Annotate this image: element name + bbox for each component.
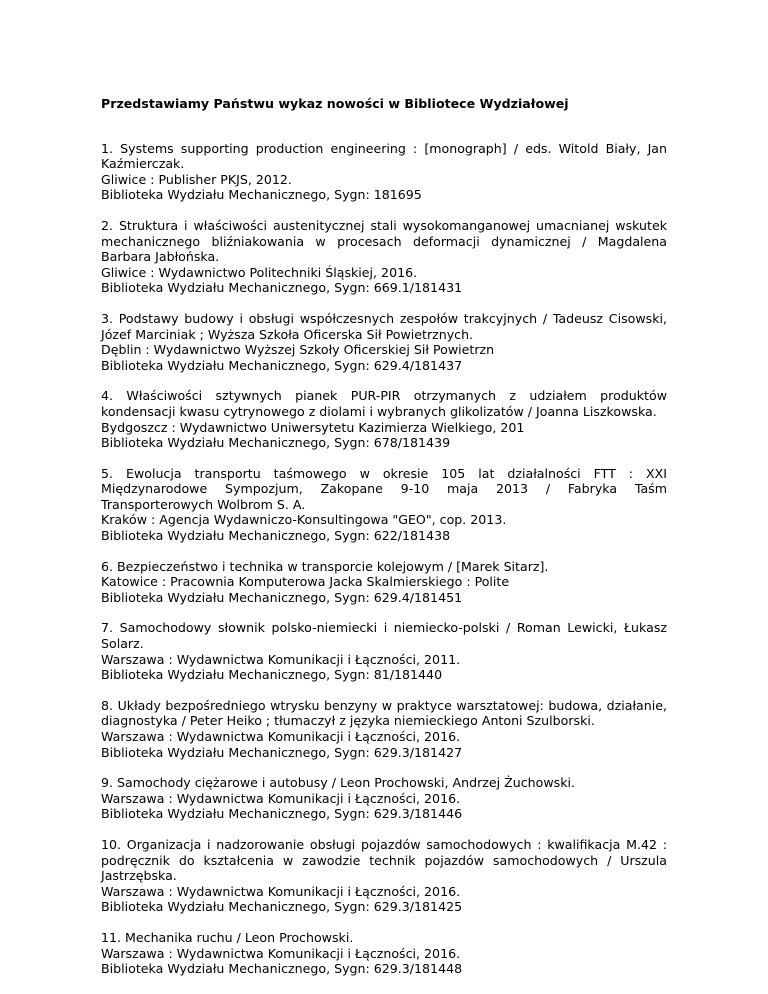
list-item (101, 311, 667, 373)
list-item (101, 466, 667, 544)
document-page (101, 96, 667, 992)
entry-location: Biblioteka Wydziału Mechanicznego, Sygn: 629.3/181446 (101, 806, 463, 822)
entry-description: 1. Systems supporting production engineering : [monograph] / eds. Witold Biały, Jan Kaźmierczak. (101, 140, 667, 172)
list-item (101, 930, 667, 977)
entry-description: 3. Podstawy budowy i obsługi współczesnych zespołów trakcyjnych / Tadeusz Cisowski, Józef Marciniak ; Wyższa Szkoła Oficerska Sił Powietrznych. (101, 310, 667, 342)
entry-location: Biblioteka Wydziału Mechanicznego, Sygn: 629.3/181425 (101, 899, 463, 915)
entry-location: Biblioteka Wydziału Mechanicznego, Sygn: 629.3/181427 (101, 744, 463, 760)
entry-description: 10. Organizacja i nadzorowanie obsługi pojazdów samochodowych : kwalifikacja M.42 : podręcznik do kształcenia w zawodzie technik pojazdów samochodowych / Urszula Jastrzębska. (101, 836, 667, 884)
entry-description: 7. Samochodowy słownik polsko-niemiecki i niemiecko-polski / Roman Lewicki, Łukasz Solarz. (101, 620, 667, 652)
entry-location: Biblioteka Wydziału Mechanicznego, Sygn: 81/181440 (101, 667, 443, 683)
entry-location: Biblioteka Wydziału Mechanicznego, Sygn: 669.1/181431 (101, 280, 463, 296)
entry-publisher: Bydgoszcz : Wydawnictwo Uniwersytetu Kazimierza Wielkiego, 201 (101, 419, 525, 435)
list-item (101, 559, 667, 606)
entry-publisher: Gliwice : Wydawnictwo Politechniki Śląskiej, 2016. (101, 264, 418, 280)
entry-description: 4. Właściwości sztywnych pianek PUR-PIR otrzymanych z udziałem produktów kondensacji kwasu cytrynowego z diolami i wybranych glikolizatów / Joanna Liszkowska. (101, 388, 667, 419)
entry-location: Biblioteka Wydziału Mechanicznego, Sygn: 678/181439 (101, 435, 451, 451)
entry-publisher: Gliwice : Publisher PKJS, 2012. (101, 171, 292, 187)
entry-location: Biblioteka Wydziału Mechanicznego, Sygn: 181695 (101, 187, 422, 203)
entry-description: 5. Ewolucja transportu taśmowego w okresie 105 lat działalności FTT : XXI Międzynarodowe Sympozjum, Zakopane 9-10 maja 2013 / Fabryka Taśm Transporterowych Wolbrom S. A. (101, 465, 667, 512)
entry-description: 8. Układy bezpośredniego wtrysku benzyny w praktyce warsztatowej: budowa, działanie, diagnostyka / Peter Heiko ; tłumaczył z języka niemieckiego Antoni Szulborski. (101, 697, 667, 729)
entry-publisher: Warszawa : Wydawnictwa Komunikacji i Łączności, 2016. (101, 883, 461, 899)
entry-publisher: Warszawa : Wydawnictwa Komunikacji i Łączności, 2016. (101, 790, 461, 806)
entry-publisher: Warszawa : Wydawnictwa Komunikacji i Łączności, 2016. (101, 729, 461, 744)
entry-location: Biblioteka Wydziału Mechanicznego, Sygn: 629.3/181448 (101, 961, 463, 977)
entry-location: Biblioteka Wydziału Mechanicznego, Sygn: 629.4/181451 (101, 589, 463, 605)
entry-description: 2. Struktura i właściwości austenitycznej stali wysokomanganowej umacnianej wskutek mechanicznego bliźniakowania w procesach deformacji dynamicznej / Magdalena Barbara Jabłońska. (101, 217, 667, 265)
entry-publisher: Katowice : Pracownia Komputerowa Jacka Skalmierskiego : Polite (101, 574, 510, 590)
entry-location: Biblioteka Wydziału Mechanicznego, Sygn: 622/181438 (101, 528, 451, 544)
list-item (101, 218, 667, 296)
entry-description: 6. Bezpieczeństwo i technika w transporcie kolejowym / [Marek Sitarz]. (101, 558, 549, 574)
entry-publisher: Dęblin : Wydawnictwo Wyższej Szkoły Oficerskiej Sił Powietrzn (101, 342, 495, 358)
list-item (101, 620, 667, 682)
list-item (101, 698, 667, 760)
list-item (101, 141, 667, 203)
list-item (101, 837, 667, 915)
page-title: Przedstawiamy Państwu wykaz nowości w Bibliotece Wydziałowej (101, 96, 569, 111)
entry-publisher: Warszawa : Wydawnictwa Komunikacji i Łączności, 2011. (101, 651, 461, 667)
list-item (101, 388, 667, 450)
entry-description: 11. Mechanika ruchu / Leon Prochowski. (101, 929, 354, 945)
list-item (101, 775, 667, 822)
entry-location: Biblioteka Wydziału Mechanicznego, Sygn: 629.4/181437 (101, 357, 463, 373)
entry-publisher: Kraków : Agencja Wydawniczo-Konsultingowa "GEO", cop. 2013. (101, 512, 507, 528)
entry-description: 9. Samochody ciężarowe i autobusy / Leon Prochowski, Andrzej Żuchowski. (101, 775, 575, 791)
entry-publisher: Warszawa : Wydawnictwa Komunikacji i Łączności, 2016. (101, 945, 461, 961)
